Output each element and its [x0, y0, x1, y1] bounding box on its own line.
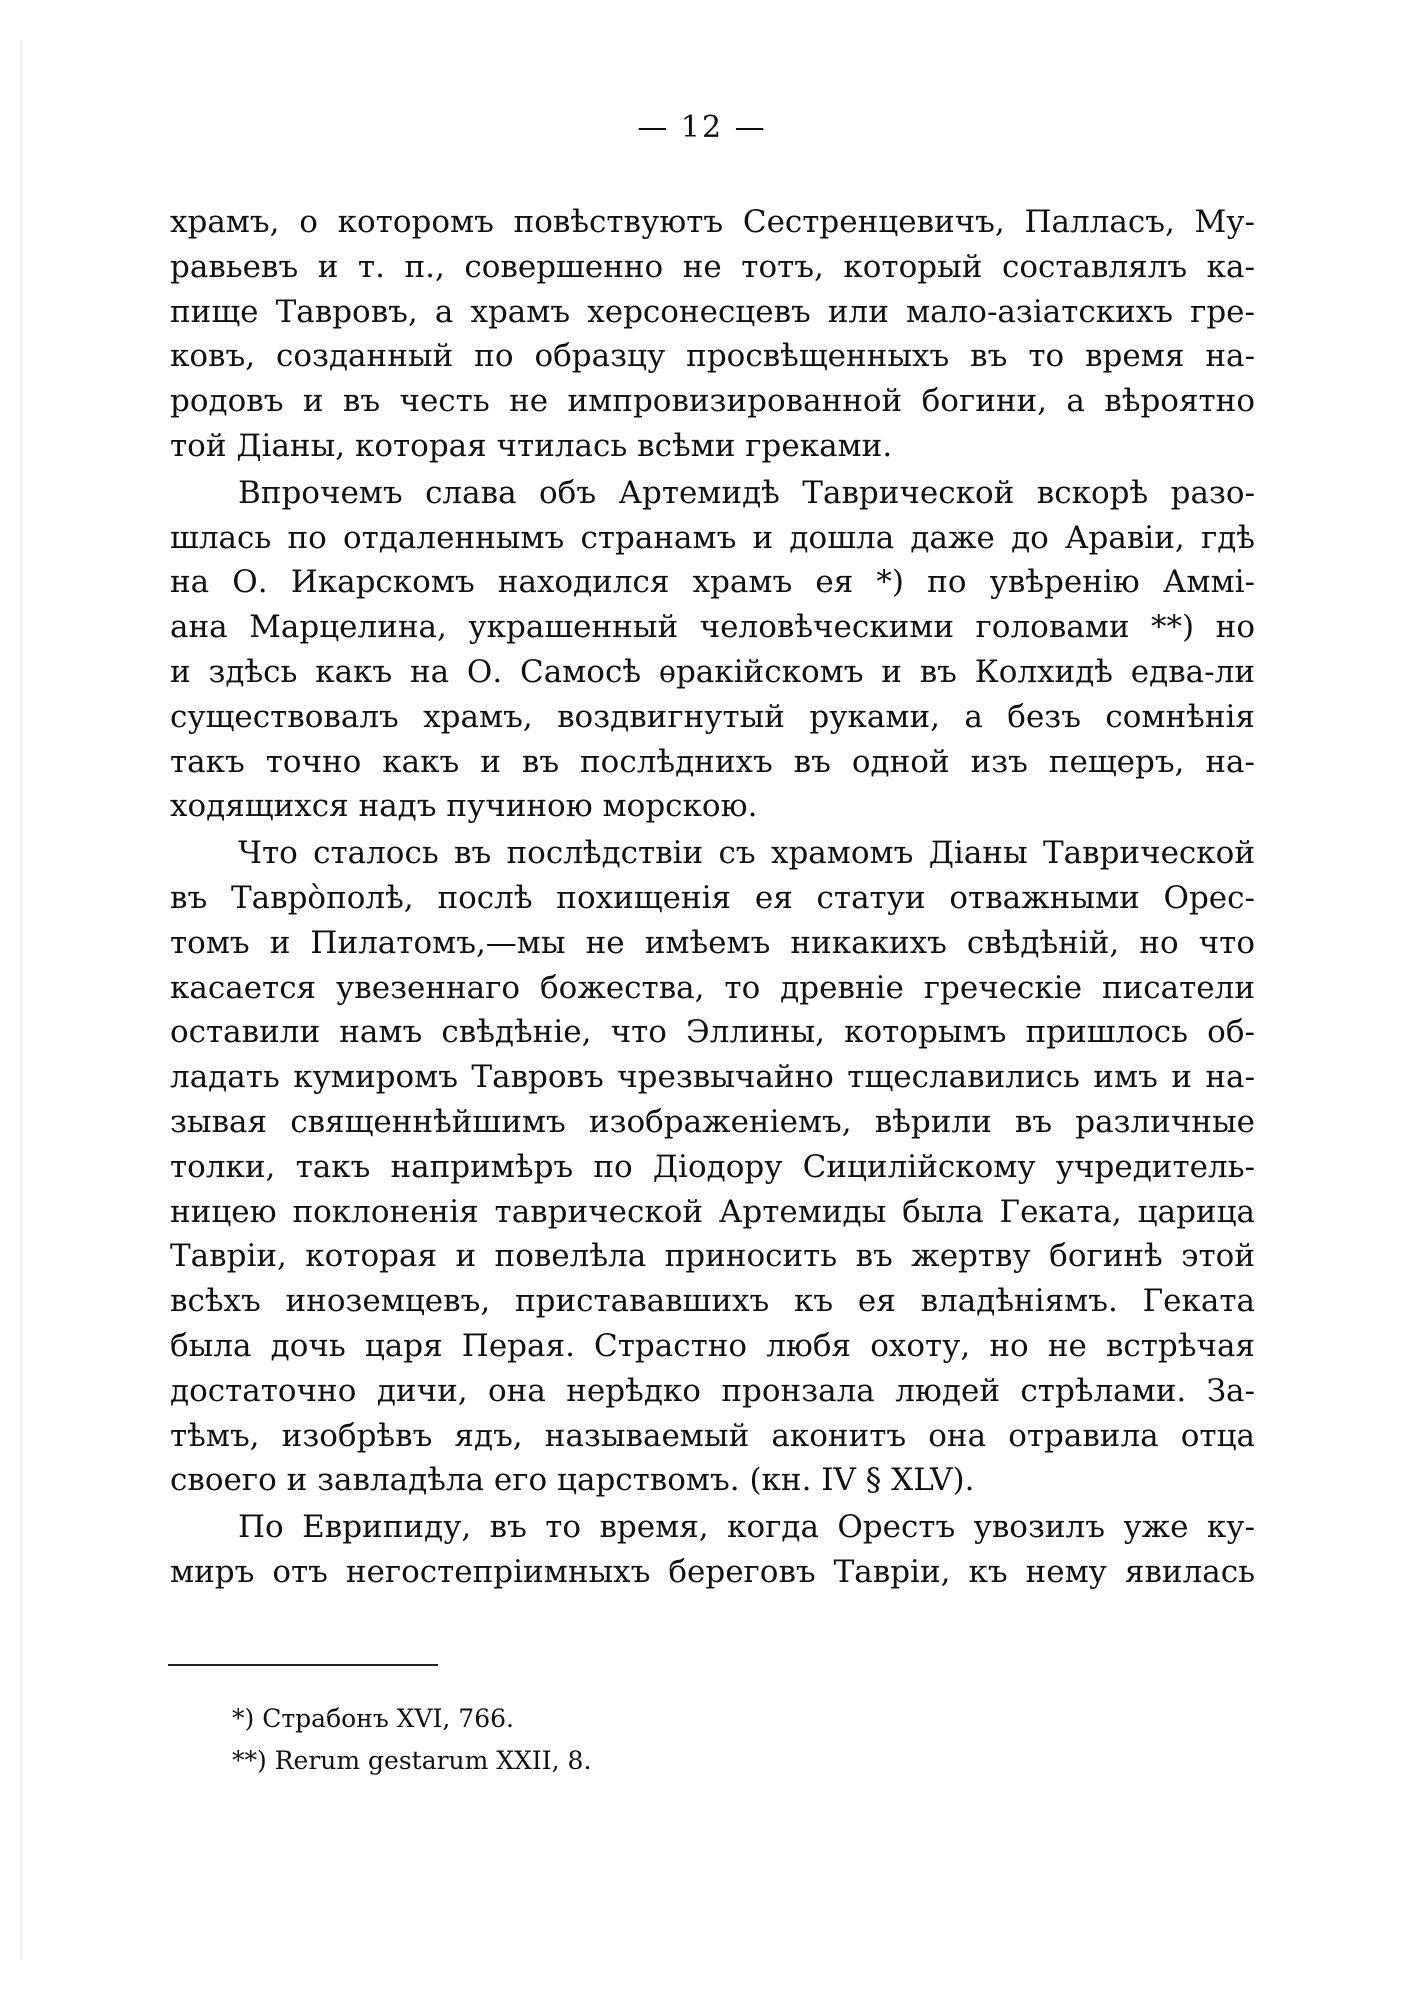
text-line: ходящихся надъ пучиною морскою.	[170, 788, 758, 825]
text-line: ладать кумиромъ Тавровъ чрезвычайно тщеславились имъ и на-	[170, 1059, 1255, 1096]
text-line: той Діаны, которая чтилась всѣми греками.	[170, 427, 893, 464]
text-line: Тавріи, которая и повелѣла приносить въ жертву богинѣ этой	[170, 1238, 1255, 1275]
text-line: миръ отъ негостепріимныхъ береговъ Тавріи, къ нему явилась	[170, 1553, 1255, 1590]
text-line: ницею поклоненія таврической Артемиды была Геката, царица	[170, 1193, 1255, 1230]
text-line: Впрочемъ слава объ Артемидѣ Таврической вскорѣ разо-	[238, 474, 1255, 511]
text-line: тѣмъ, изобрѣвъ ядъ, называемый аконитъ она отравила отца	[170, 1417, 1255, 1454]
text-line: храмъ, о которомъ повѣствуютъ Сестренцевичъ, Палласъ, Му-	[170, 204, 1255, 240]
text-line: и здѣсь какъ на О. Самосѣ ѳракійскомъ и въ Колхидѣ едва-ли	[170, 653, 1255, 690]
text-line: шлась по отдаленнымъ странамъ и дошла даже до Аравіи, гдѣ	[170, 519, 1255, 556]
footnote: *) Страбонъ XVI, 766.	[232, 1704, 514, 1733]
text-line: пище Тавровъ, а храмъ херсонесцевъ или мало-азіатскихъ гре-	[170, 293, 1255, 330]
text-line: всѣхъ иноземцевъ, пристававшихъ къ ея владѣніямъ. Геката	[170, 1283, 1255, 1320]
text-line: равьевъ и т. п., совершенно не тотъ, который составлялъ ка-	[170, 248, 1255, 285]
text-line: своего и завладѣла его царствомъ. (кн. IV § XLV).	[170, 1462, 975, 1499]
text-line: достаточно дичи, она нерѣдко пронзала людей стрѣлами. За-	[170, 1372, 1255, 1409]
text-line: родовъ и въ честь не импровизированной богини, а вѣроятно	[170, 383, 1255, 420]
text-line: зывая священнѣйшимъ изображеніемъ, вѣрили въ различные	[170, 1103, 1255, 1140]
body-text	[170, 200, 1255, 1595]
text-line: была дочь царя Перая. Страстно любя охоту, но не встрѣчая	[170, 1327, 1255, 1364]
text-line: на О. Икарскомъ находился храмъ ея *) по увѣренію Аммі-	[170, 564, 1255, 601]
text-line: существовалъ храмъ, воздвигнутый руками, а безъ сомнѣнія	[170, 698, 1255, 735]
text-line: По Еврипиду, въ то время, когда Орестъ увозилъ уже ку-	[238, 1509, 1255, 1546]
text-line: такъ точно какъ и въ послѣднихъ въ одной изъ пещеръ, на-	[170, 743, 1255, 780]
text-line: ана Марцелина, украшенный человѣческими головами **) но	[170, 609, 1255, 646]
text-line: ковъ, созданный по образцу просвѣщенныхъ въ то время на-	[170, 338, 1255, 375]
text-line: толки, такъ напримѣръ по Діодору Сицилійскому учредитель-	[170, 1148, 1255, 1185]
page-number: — 12 —	[637, 110, 767, 145]
text-line: Что сталось въ послѣдствіи съ храмомъ Діаны Таврической	[238, 835, 1255, 872]
footnote-divider	[168, 1664, 438, 1666]
footnote: **) Rerum gestarum XXII, 8.	[232, 1746, 592, 1775]
text-line: оставили намъ свѣдѣніе, что Эллины, которымъ пришлось об-	[170, 1014, 1255, 1051]
text-line: въ Тавро̀полѣ, послѣ похищенія ея статуи отважными Орес-	[170, 879, 1255, 916]
text-line: томъ и Пилатомъ,—мы не имѣемъ никакихъ свѣдѣній, но что	[170, 924, 1255, 961]
text-line: касается увезеннаго божества, то древніе греческіе писатели	[170, 969, 1255, 1006]
footnotes	[232, 1698, 591, 1782]
